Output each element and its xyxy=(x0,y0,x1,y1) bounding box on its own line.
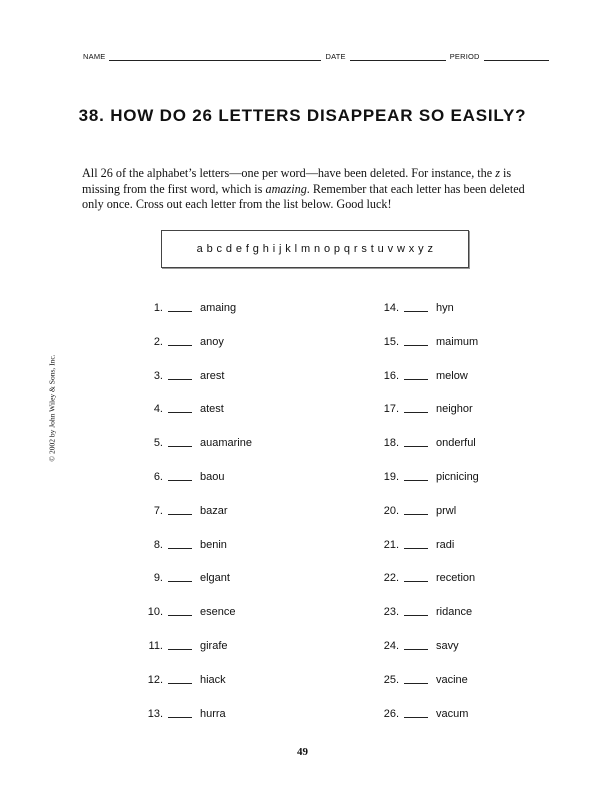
item-number: 9. xyxy=(153,572,163,585)
word-item xyxy=(371,403,473,415)
word-item xyxy=(135,437,252,449)
word-item xyxy=(135,539,227,551)
item-word: savy xyxy=(436,640,459,652)
answer-blank[interactable] xyxy=(168,445,192,447)
item-number: 11. xyxy=(148,640,163,652)
item-number: 10. xyxy=(147,606,163,619)
item-number: 1. xyxy=(153,302,163,314)
word-item xyxy=(371,302,454,314)
answer-blank[interactable] xyxy=(168,580,192,582)
item-number: 15. xyxy=(383,335,399,348)
word-item xyxy=(135,370,224,382)
answer-blank[interactable] xyxy=(168,411,192,413)
item-number: 16. xyxy=(383,369,399,382)
item-number: 19. xyxy=(383,471,399,483)
word-item xyxy=(371,370,468,382)
answer-blank[interactable] xyxy=(404,445,428,447)
word-item xyxy=(371,640,459,652)
instructions xyxy=(82,166,534,213)
item-number: 26. xyxy=(383,707,399,720)
answer-blank[interactable] xyxy=(168,614,192,616)
item-word: anoy xyxy=(200,335,224,348)
item-word: maimum xyxy=(436,335,479,348)
item-word: vacum xyxy=(436,707,469,720)
word-item xyxy=(135,471,224,483)
student-info-header xyxy=(83,52,553,61)
answer-blank[interactable] xyxy=(404,479,428,481)
answer-blank[interactable] xyxy=(404,378,428,380)
item-word: radi xyxy=(436,538,455,551)
word-item xyxy=(135,640,228,652)
item-number: 24. xyxy=(383,640,399,652)
answer-blank[interactable] xyxy=(404,344,428,346)
item-word: elgant xyxy=(200,572,230,585)
item-word: recetion xyxy=(436,572,476,585)
word-item xyxy=(371,471,479,483)
answer-blank[interactable] xyxy=(168,513,192,515)
item-number: 4. xyxy=(153,403,163,416)
item-word: amaing xyxy=(200,302,237,314)
item-number: 12. xyxy=(147,673,163,686)
item-number: 13. xyxy=(147,707,163,720)
answer-blank[interactable] xyxy=(168,310,192,312)
answer-blank[interactable] xyxy=(404,411,428,413)
word-item xyxy=(135,572,230,584)
item-word: girafe xyxy=(200,640,228,652)
word-item xyxy=(135,708,226,720)
instructions-example-word: amazing xyxy=(265,181,307,196)
answer-blank[interactable] xyxy=(404,580,428,582)
item-word: melow xyxy=(436,369,468,382)
answer-blank[interactable] xyxy=(404,716,428,718)
answer-blank[interactable] xyxy=(404,310,428,312)
word-item xyxy=(135,302,236,314)
item-word: vacine xyxy=(436,673,468,686)
copyright-notice: © 2002 by John Wiley & Sons, Inc. xyxy=(47,354,57,462)
item-number: 5. xyxy=(153,437,163,450)
item-word: arest xyxy=(200,369,225,382)
item-number: 14. xyxy=(383,302,399,314)
word-item xyxy=(371,572,475,584)
answer-blank[interactable] xyxy=(404,682,428,684)
item-number: 18. xyxy=(383,437,399,450)
item-word: onderful xyxy=(436,437,476,450)
item-word: auamarine xyxy=(200,437,252,450)
word-item xyxy=(135,336,224,348)
answer-blank[interactable] xyxy=(168,648,192,650)
item-word: picnicing xyxy=(436,471,479,483)
answer-blank[interactable] xyxy=(168,682,192,684)
word-item xyxy=(371,505,456,517)
item-word: esence xyxy=(200,606,236,619)
item-word: prwl xyxy=(436,504,457,517)
answer-blank[interactable] xyxy=(168,479,192,481)
item-number: 8. xyxy=(153,538,163,551)
date-line[interactable] xyxy=(350,52,446,61)
answer-blank[interactable] xyxy=(404,513,428,515)
item-word: baou xyxy=(200,471,225,483)
word-item xyxy=(135,403,224,415)
item-word: neighor xyxy=(436,403,473,416)
alphabet-letters[interactable]: a b c d e f g h i j k l m n o p q r s t u v w x y z xyxy=(196,243,434,255)
item-word: benin xyxy=(200,538,227,551)
item-word: hyn xyxy=(436,302,454,314)
period-line[interactable] xyxy=(484,52,549,61)
word-item xyxy=(371,674,468,686)
name-line[interactable] xyxy=(109,52,321,61)
answer-blank[interactable] xyxy=(168,378,192,380)
word-item xyxy=(135,606,235,618)
item-word: bazar xyxy=(200,504,228,517)
word-item xyxy=(371,539,454,551)
item-number: 21. xyxy=(383,538,399,551)
item-word: hiack xyxy=(200,673,226,686)
instructions-z-letter: z xyxy=(495,166,500,180)
answer-blank[interactable] xyxy=(404,547,428,549)
word-item xyxy=(371,708,468,720)
page-number: 49 xyxy=(297,746,308,758)
date-label: DATE xyxy=(325,52,346,61)
word-item xyxy=(135,505,228,517)
answer-blank[interactable] xyxy=(168,547,192,549)
instructions-part2: is missing from the first word, which is xyxy=(82,166,512,196)
word-item xyxy=(371,606,472,618)
period-label: PERIOD xyxy=(449,52,480,61)
item-number: 3. xyxy=(153,369,163,382)
item-number: 6. xyxy=(153,471,163,483)
item-number: 23. xyxy=(383,606,399,619)
answer-blank[interactable] xyxy=(168,344,192,346)
item-word: hurra xyxy=(200,707,226,720)
item-number: 25. xyxy=(383,673,399,686)
item-word: atest xyxy=(200,403,224,416)
alphabet-box xyxy=(161,230,469,268)
word-item xyxy=(371,336,478,348)
item-number: 7. xyxy=(153,504,163,517)
item-word: ridance xyxy=(436,606,473,619)
page-title: 38. HOW DO 26 LETTERS DISAPPEAR SO EASILY? xyxy=(78,106,527,125)
item-number: 20. xyxy=(383,504,399,517)
word-item xyxy=(135,674,226,686)
instructions-part1: All 26 of the alphabet’s letters—one per word—have been deleted. For instance, the xyxy=(82,166,496,180)
name-label: NAME xyxy=(83,52,106,61)
answer-blank[interactable] xyxy=(404,648,428,650)
answer-blank[interactable] xyxy=(404,614,428,616)
instructions-part3: . Remember that each letter has been deleted only once. Cross out each letter from the list below. Good luck! xyxy=(82,181,525,211)
item-number: 2. xyxy=(153,335,163,348)
word-item xyxy=(371,437,476,449)
item-number: 17. xyxy=(383,403,399,416)
answer-blank[interactable] xyxy=(168,716,192,718)
item-number: 22. xyxy=(383,572,399,585)
